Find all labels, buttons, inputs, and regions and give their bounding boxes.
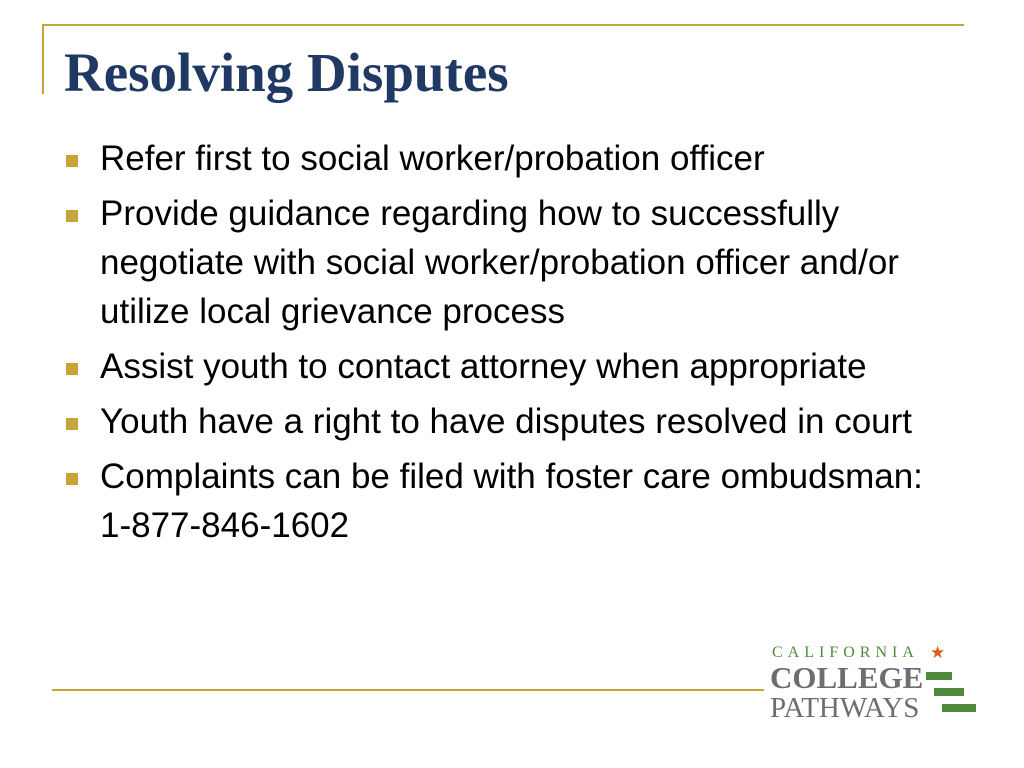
square-bullet-icon bbox=[66, 418, 78, 430]
bottom-rule bbox=[52, 689, 764, 691]
bullet-text: Complaints can be filed with foster care ombudsman: 1-877-846-1602 bbox=[100, 457, 943, 545]
logo-line-california: CALIFORNIA bbox=[772, 644, 919, 661]
bullet-text: Assist youth to contact attorney when appropriate bbox=[100, 347, 867, 386]
bullet-item bbox=[60, 397, 960, 446]
stacked-bars-icon bbox=[926, 670, 978, 724]
logo-line-pathways: PATHWAYS bbox=[770, 692, 920, 724]
bullet-item bbox=[60, 189, 960, 336]
california-college-pathways-logo bbox=[768, 642, 983, 726]
bullet-item bbox=[60, 342, 960, 391]
bullet-list bbox=[60, 134, 960, 556]
square-bullet-icon bbox=[66, 363, 78, 375]
left-rule bbox=[42, 24, 44, 94]
slide-title: Resolving Disputes bbox=[64, 42, 509, 103]
square-bullet-icon bbox=[66, 210, 78, 222]
star-icon: ★ bbox=[930, 643, 946, 662]
bullet-item bbox=[60, 452, 960, 550]
square-bullet-icon bbox=[66, 155, 78, 167]
bullet-text: Refer first to social worker/probation officer bbox=[100, 139, 765, 178]
bullet-text: Youth have a right to have disputes resolved in court bbox=[100, 402, 913, 441]
bullet-text: Provide guidance regarding how to successfully negotiate with social worker/probation officer and/or utilize local grievance process bbox=[100, 194, 899, 331]
square-bullet-icon bbox=[66, 473, 78, 485]
logo-line-college: COLLEGE bbox=[770, 660, 924, 695]
bullet-item bbox=[60, 134, 960, 183]
top-rule bbox=[42, 24, 964, 26]
